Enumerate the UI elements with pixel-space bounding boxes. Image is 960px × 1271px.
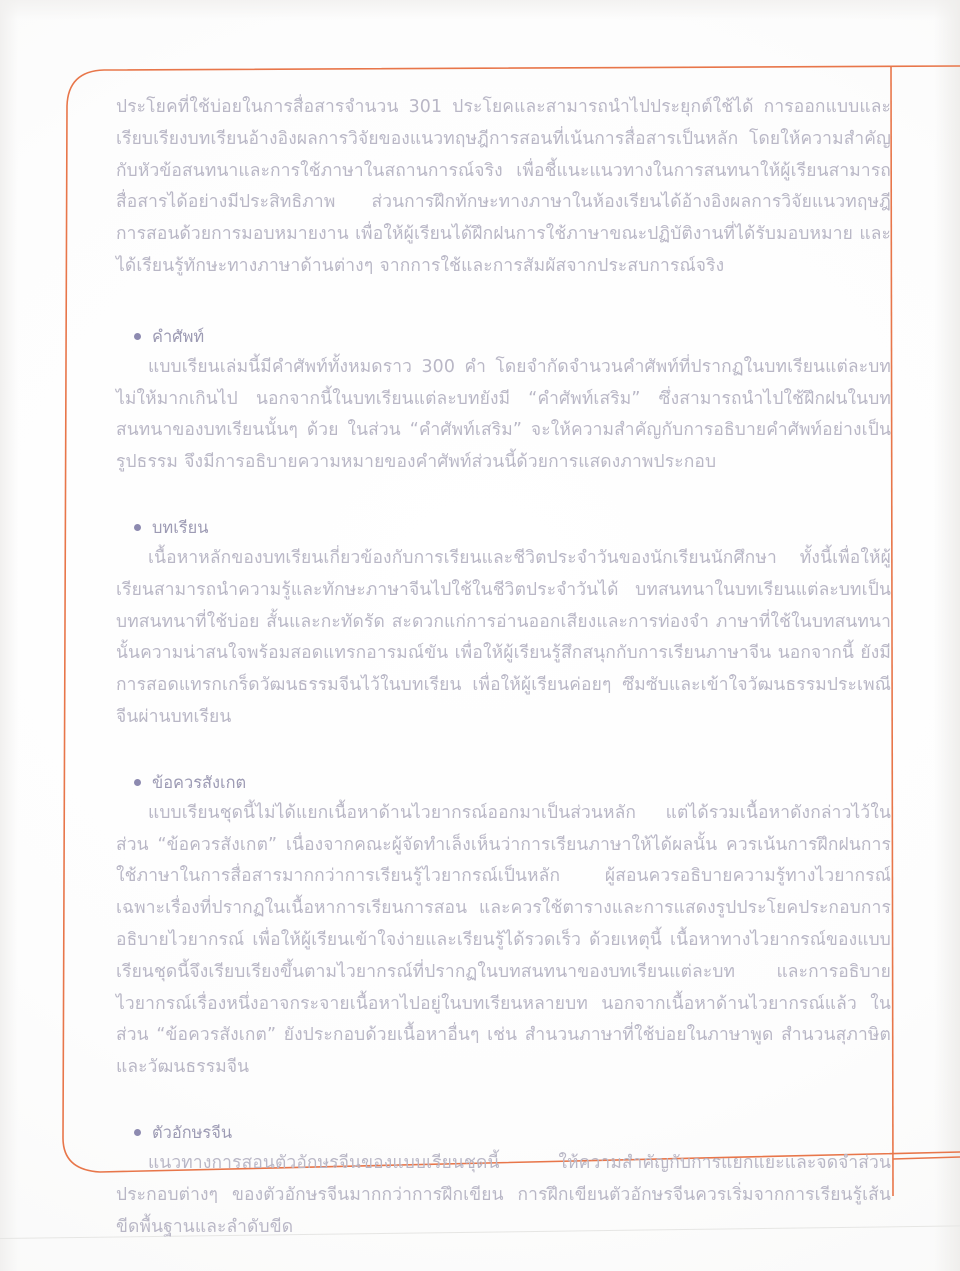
section-heading-label: คำศัพท์ [152,326,205,346]
bullet-dot-icon [134,1129,141,1136]
section-lesson [116,515,891,734]
section-heading-label: ข้อควรสังเกต [152,772,247,792]
section-heading-vocabulary [134,324,891,350]
section-paragraph-chinese-characters: แนวทางการสอนตัวอักษรจีนของแบบเรียนชุดนี้ ให้ความสำคัญกับการแยกแยะและจดจำส่วนประกอบต่างๆ ของตัวอักษรจีนมากกว่าการฝึกเขียน การฝึกเขียนตัวอักษรจีนควรเริ่มจากการเรียนรู้เส้นขีดพื้นฐานและลำดับขีด [116,1152,891,1237]
spacer [116,734,891,748]
page-content [116,92,891,1243]
spacer [116,1084,891,1098]
section-heading-lesson [134,515,891,541]
scan-edge-left [0,0,18,1271]
spacer [116,479,891,493]
section-heading-chinese-characters [134,1120,891,1146]
section-vocabulary [116,324,891,479]
section-heading-label: บทเรียน [152,517,209,537]
spacer [116,283,891,302]
bullet-dot-icon [134,333,141,340]
scan-edge-right [934,0,960,1271]
bullet-dot-icon [134,524,141,531]
section-heading-notes [134,770,891,796]
section-heading-label: ตัวอักษรจีน [152,1122,233,1142]
section-chinese-characters [116,1120,891,1243]
bullet-dot-icon [134,779,141,786]
section-notes [116,770,891,1084]
intro-paragraph: ประโยคที่ใช้บ่อยในการสื่อสารจำนวน 301 ประโยคและสามารถนำไปประยุกต์ใช้ได้ การออกแบบและเรียบเรียงบทเรียนอ้างอิงผลการวิจัยของแนวทฤษฎีการสอนที่เน้นการสื่อสารเป็นหลัก โดยให้ความสำคัญกับหัวข้อสนทนาและการใช้ภาษาในสถานการณ์จริง เพื่อชี้แนะแนวทางในการสนทนาให้ผู้เรียนสามารถสื่อสารได้อย่างมีประสิทธิภาพ ส่วนการฝึกทักษะทางภาษาในห้องเรียนได้อ้างอิงผลการวิจัยแนวทฤษฎีการสอนด้วยการมอบหมายงาน เพื่อให้ผู้เรียนได้ฝึกฝนการใช้ภาษาขณะปฏิบัติงานที่ได้รับมอบหมาย และได้เรียนรู้ทักษะทางภาษาด้านต่างๆ จากการใช้และการสัมผัสจากประสบการณ์จริง [116,97,891,276]
section-paragraph-notes: แบบเรียนชุดนี้ไม่ได้แยกเนื้อหาด้านไวยากรณ์ออกมาเป็นส่วนหลัก แต่ได้รวมเนื้อหาดังกล่าวไว้ในส่วน “ข้อควรสังเกต” เนื่องจากคณะผู้จัดทำเล็งเห็นว่าการเรียนภาษาให้ได้ผลนั้น ควรเน้นการฝึกฝนการใช้ภาษาในการสื่อสารมากกว่าการเรียนรู้ไวยากรณ์เป็นหลัก ผู้สอนควรอธิบายความรู้ทางไวยากรณ์เฉพาะเรื่องที่ปรากฏในเนื้อหาการเรียนการสอน และควรใช้ตารางและการแสดงรูปประโยคประกอบการอธิบายไวยากรณ์ เพื่อให้ผู้เรียนเข้าใจง่ายและเรียนรู้ได้รวดเร็ว ด้วยเหตุนี้ เนื้อหาทางไวยากรณ์ของแบบเรียนชุดนี้จึงเรียบเรียงขึ้นตามไวยากรณ์ที่ปรากฏในบทสนทนาของบทเรียนแต่ละบท และการอธิบายไวยากรณ์เรื่องหนึ่งอาจกระจายเนื้อหาไปอยู่ในบทเรียนหลายบท นอกจากเนื้อหาด้านไวยากรณ์แล้ว ในส่วน “ข้อควรสังเกต” ยังประกอบด้วยเนื้อหาอื่นๆ เช่น สำนวนภาษาที่ใช้บ่อยในภาษาพูด สำนวนสุภาษิตและวัฒนธรรมจีน [116,802,891,1078]
section-paragraph-lesson: เนื้อหาหลักของบทเรียนเกี่ยวข้องกับการเรียนและชีวิตประจำวันของนักเรียนนักศึกษา ทั้งนี้เพื่อให้ผู้เรียนสามารถนำความรู้และทักษะภาษาจีนไปใช้ในชีวิตประจำวันได้ บทสนทนาในบทเรียนแต่ละบทเป็นบทสนทนาที่ใช้บ่อย สั้นและกะทัดรัด สะดวกแก่การอ่านออกเสียงและการท่องจำ ภาษาที่ใช้ในบทสนทนานั้นความน่าสนใจพร้อมสอดแทรกอารมณ์ขัน เพื่อให้ผู้เรียนรู้สึกสนุกกับการเรียนภาษาจีน นอกจากนี้ ยังมีการสอดแทรกเกร็ดวัฒนธรรมจีนไว้ในบทเรียน เพื่อให้ผู้เรียนค่อยๆ ซึมซับและเข้าใจวัฒนธรรมประเพณีจีนผ่านบทเรียน [116,547,891,727]
scan-edge-top [0,0,960,20]
section-paragraph-vocabulary: แบบเรียนเล่มนี้มีคำศัพท์ทั้งหมดราว 300 คำ โดยจำกัดจำนวนคำศัพท์ที่ปรากฏในบทเรียนแต่ละบทไม่ให้มากเกินไป นอกจากนี้ในบทเรียนแต่ละบทยังมี “คำศัพท์เสริม” ซึ่งสามารถนำไปใช้ฝึกฝนในบทสนทนาของบทเรียนนั้นๆ ด้วย ในส่วน “คำศัพท์เสริม” จะให้ความสำคัญกับการอธิบายคำศัพท์อย่างเป็นรูปธรรม จึงมีการอธิบายความหมายของคำศัพท์ส่วนนี้ด้วยการแสดงภาพประกอบ [116,356,891,473]
